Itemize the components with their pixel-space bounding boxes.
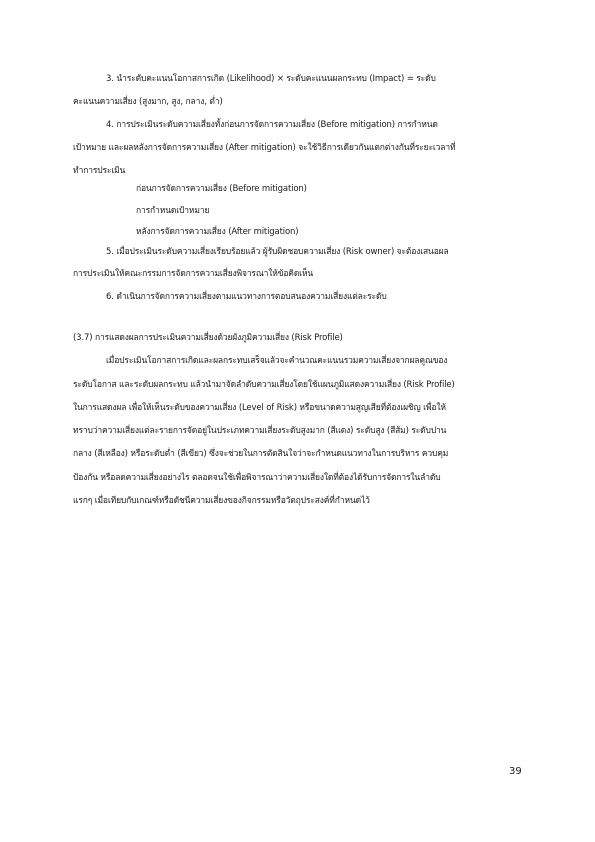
paragraph-line-2: ระดับโอกาส และระดับผลกระทบ แล้วนำมาจัดลำดับความเสี่ยงโดยใช้แผนภูมิแสดงความเสี่ยง (Risk Profile) bbox=[73, 380, 455, 390]
sub-item-before: ก่อนการจัดการความเสี่ยง (Before mitigation) bbox=[136, 184, 307, 194]
item-4-line-3: ทำการประเมิน bbox=[73, 166, 126, 176]
item-4-line-2: เป้าหมาย และผลหลังการจัดการความเสี่ยง (After mitigation) จะใช้วิธีการเดียวกันแตกต่างกันที่ระยะเวลาที่ bbox=[73, 143, 456, 153]
item-5-line-2: การประเมินให้คณะกรรมการจัดการความเสี่ยงพิจารณาให้ข้อคิดเห็น bbox=[73, 269, 314, 279]
paragraph-line-4: ทราบว่าความเสี่ยงแต่ละรายการจัดอยู่ในประเภทความเสี่ยงระดับสูงมาก (สีแดง) ระดับสูง (สีส้ม) ระดับปาน bbox=[73, 426, 447, 436]
section-heading: (3.7) การแสดงผลการประเมินความเสี่ยงด้วยผังภูมิความเสี่ยง (Risk Profile) bbox=[73, 333, 343, 343]
sub-item-target: การกำหนดเป้าหมาย bbox=[136, 206, 210, 216]
item-3-line-2: คะแนนความเสี่ยง (สูงมาก, สูง, กลาง, ต่ำ) bbox=[73, 97, 223, 107]
page-number: 39 bbox=[509, 766, 522, 777]
item-6-line-1: 6. ดำเนินการจัดการความเสี่ยงตามแนวทางการตอบสนองความเสี่ยงแต่ละระดับ bbox=[106, 292, 387, 302]
paragraph-line-5: กลาง (สีเหลือง) หรือระดับต่ำ (สีเขียว) ซึ่งจะช่วยในการตัดสินใจว่าจะกำหนดแนวทางในการบริหาร ควบคุม bbox=[73, 449, 449, 459]
paragraph-line-6: ป้องกัน หรือลดความเสี่ยงอย่างไร ตลอดจนใช้เพื่อพิจารณาว่าความเสี่ยงใดที่ต้องได้รับการจัดการในลำดับ bbox=[73, 473, 441, 483]
paragraph-line-3: ในการแสดงผล เพื่อให้เห็นระดับของความเสี่ยง (Level of Risk) หรือขนาดความสูญเสียที่ต้องเผชิญ เพื่อให้ bbox=[73, 403, 446, 413]
item-3-line-1: 3. นำระดับคะแนนโอกาสการเกิด (Likelihood) × ระดับคะแนนผลกระทบ (Impact) = ระดับ bbox=[106, 74, 436, 84]
sub-item-after: หลังการจัดการความเสี่ยง (After mitigation) bbox=[136, 227, 299, 237]
item-5-line-1: 5. เมื่อประเมินระดับความเสี่ยงเรียบร้อยแล้ว ผู้รับผิดชอบความเสี่ยง (Risk owner) จะต้องเสนอผล bbox=[106, 247, 449, 257]
item-4-line-1: 4. การประเมินระดับความเสี่ยงทั้งก่อนการจัดการความเสี่ยง (Before mitigation) การกำหนด bbox=[106, 120, 438, 130]
paragraph-line-7: แรกๆ เมื่อเทียบกับเกณฑ์หรือดัชนีความเสี่ยงของกิจกรรมหรือวัตถุประสงค์ที่กำหนดไว้ bbox=[73, 496, 370, 506]
paragraph-line-1: เมื่อประเมินโอกาสการเกิดและผลกระทบเสร็จแล้วจะคำนวณคะแนนรวมความเสี่ยงจากผลคูณของ bbox=[106, 356, 448, 366]
